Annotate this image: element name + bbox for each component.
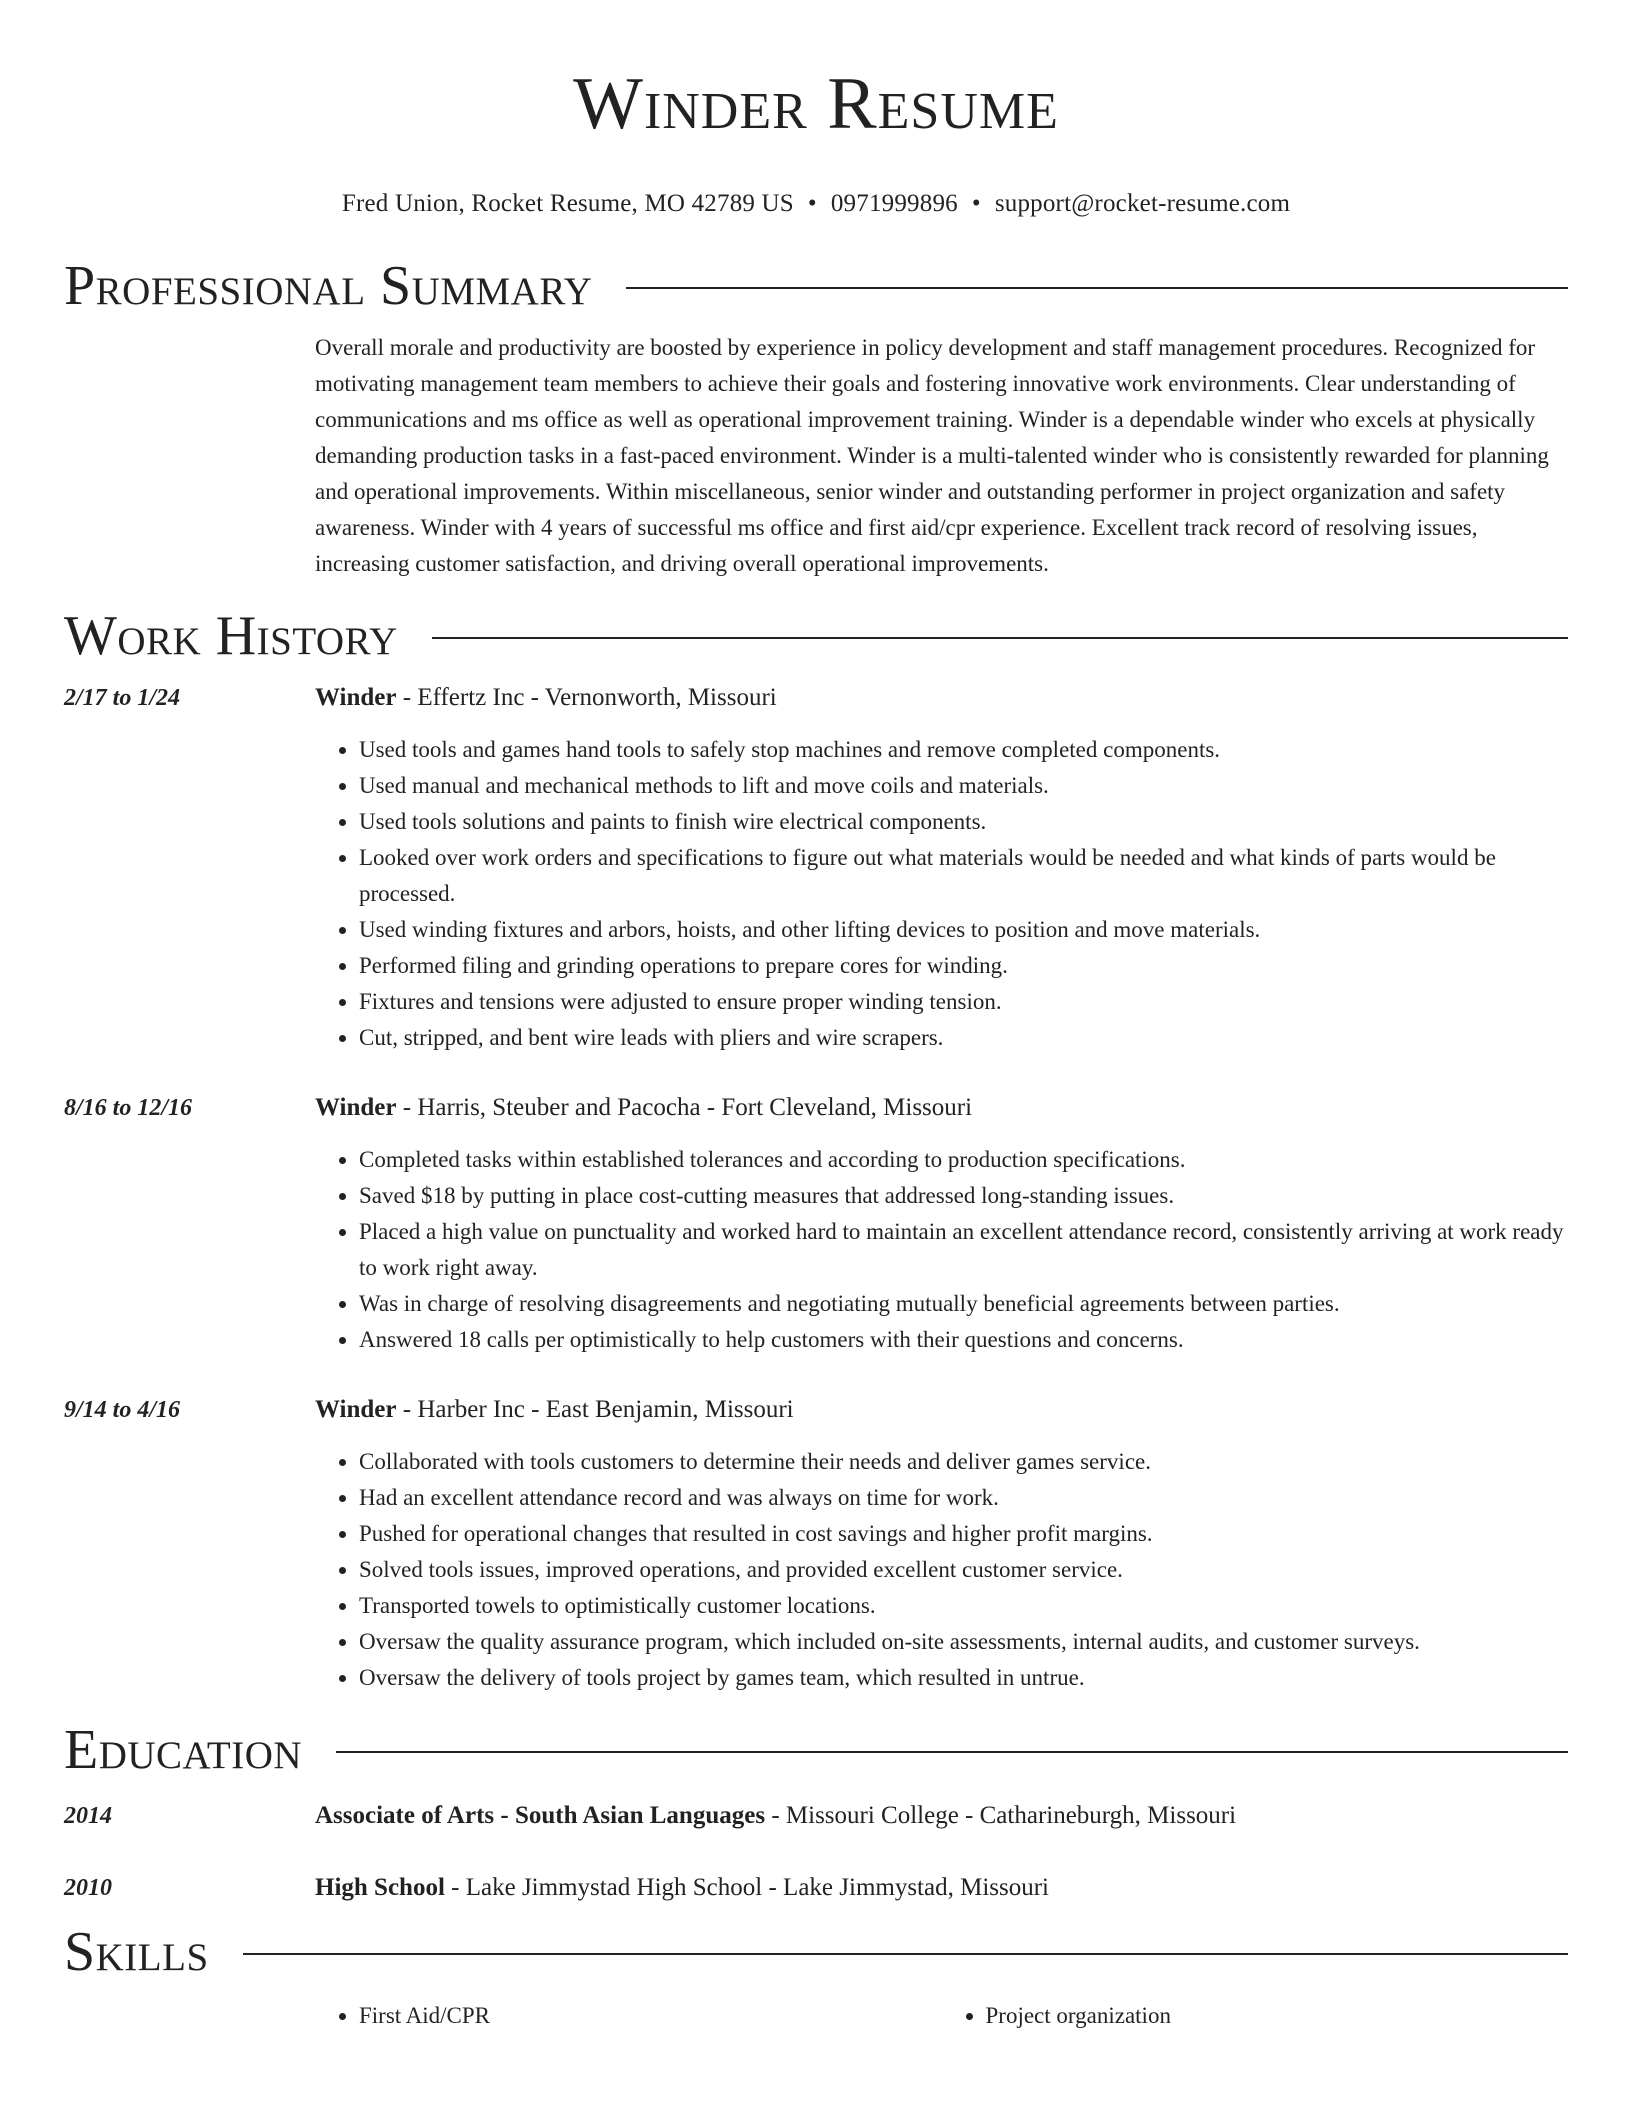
education-heading-line [315,1798,1568,1834]
education-details: - Lake Jimmystad High School - Lake Jimmystad, Missouri [444,1874,1050,1901]
job-bullet: • Used manual and mechanical methods to lift and move coils and materials. [359,768,1568,804]
job-bullet: • Used winding fixtures and arbors, hoists, and other lifting devices to position and move materials. [359,912,1568,948]
job-body [315,1090,1568,1358]
job-heading [315,1090,1568,1126]
education-degree: High School [315,1874,445,1901]
job-bullets [315,1142,1568,1358]
job-title: Winder [315,684,397,711]
skills-column-right [942,1998,1569,2034]
skills-column-left [315,1998,942,2034]
skills-heading: Skills [64,1921,209,1983]
job-heading [315,680,1568,716]
education-heading: Education [64,1719,303,1781]
summary-section-header [64,254,1568,318]
education-section-header [64,1718,1568,1782]
education-details: - Missouri College - Catharineburgh, Missouri [765,1802,1237,1829]
education-entry [64,1798,1568,1834]
skill-item: • Project organization [986,1998,1569,2034]
job-bullets [315,732,1568,1056]
contact-separator: • [971,190,981,217]
job-bullet: • Looked over work orders and specifications to figure out what materials would be needed and what kinds of parts would be processed. [359,840,1568,912]
job-bullet: • Placed a high value on punctuality and worked hard to maintain an excellent attendance record, consistently arriving at work ready to work right away. [359,1214,1568,1286]
job-title: Winder [315,1396,397,1423]
education-heading-line [315,1870,1568,1906]
section-divider [626,287,1568,289]
job-bullet: • Solved tools issues, improved operations, and provided excellent customer service. [359,1552,1568,1588]
contact-address: Fred Union, Rocket Resume, MO 42789 US [341,190,794,217]
job-bullet: • Was in charge of resolving disagreements and negotiating mutually beneficial agreements between parties. [359,1286,1568,1322]
education-body [315,1798,1568,1834]
job-dates: 8/16 to 12/16 [64,1095,193,1121]
job-bullet: • Pushed for operational changes that resulted in cost savings and higher profit margins. [359,1516,1568,1552]
contact-line [64,188,1568,220]
job-bullet: • Collaborated with tools customers to determine their needs and deliver games service. [359,1444,1568,1480]
job-details: - Harber Inc - East Benjamin, Missouri [396,1396,794,1423]
job-bullet: • Fixtures and tensions were adjusted to ensure proper winding tension. [359,984,1568,1020]
work-heading: Work History [64,605,398,667]
summary-heading: Professional Summary [64,255,593,317]
contact-phone: 0971999896 [830,190,958,217]
job-body [315,680,1568,1056]
job-bullets [315,1444,1568,1696]
job-bullet: • Completed tasks within established tolerances and according to production specifications. [359,1142,1568,1178]
job-bullet: • Cut, stripped, and bent wire leads with pliers and wire scrapers. [359,1020,1568,1056]
job-bullet: • Had an excellent attendance record and was always on time for work. [359,1480,1568,1516]
job-entry [64,680,1568,1056]
summary-text: Overall morale and productivity are boosted by experience in policy development and staff management procedures. Recognized for motivating management team members to achieve their goals and fostering innovative work environments. Clear understanding of communications and ms office as well as operational improvement training. Winder is a dependable winder who excels at physically demanding production tasks in a fast-paced environment. Winder is a multi-talented winder who is consistently rewarded for planning and operational improvements. Within miscellaneous, senior winder and outstanding performer in project organization and safety awareness. Winder with 4 years of successful ms office and first aid/cpr experience. Excellent track record of resolving issues, increasing customer satisfaction, and driving overall operational improvements. [315,335,1549,576]
section-divider [243,1953,1568,1955]
job-title: Winder [315,1094,397,1121]
skills-grid [315,1998,1568,2034]
job-details: - Effertz Inc - Vernonworth, Missouri [396,684,777,711]
job-bullet: • Performed filing and grinding operations to prepare cores for winding. [359,948,1568,984]
education-year: 2014 [64,1803,112,1829]
job-bullet: • Transported towels to optimistically customer locations. [359,1588,1568,1624]
job-bullet: • Used tools solutions and paints to finish wire electrical components. [359,804,1568,840]
job-heading [315,1392,1568,1428]
education-degree: Associate of Arts - South Asian Languages [315,1802,766,1829]
job-entry [64,1392,1568,1696]
skill-item: • First Aid/CPR [359,1998,942,2034]
job-bullet: • Answered 18 calls per optimistically to help customers with their questions and concerns. [359,1322,1568,1358]
education-year: 2010 [64,1875,112,1901]
section-divider [432,637,1568,639]
contact-separator: • [807,190,817,217]
resume-title: Winder Resume [573,63,1059,145]
job-entry [64,1090,1568,1358]
job-body [315,1392,1568,1696]
skills-section-header [64,1920,1568,1984]
job-bullet: • Oversaw the quality assurance program, which included on-site assessments, internal audits, and customer surveys. [359,1624,1568,1660]
education-body [315,1870,1568,1906]
education-entry [64,1870,1568,1906]
job-bullet: • Oversaw the delivery of tools project by games team, which resulted in untrue. [359,1660,1568,1696]
job-details: - Harris, Steuber and Pacocha - Fort Cleveland, Missouri [396,1094,973,1121]
work-section-header [64,604,1568,668]
section-divider [336,1751,1568,1753]
job-bullet: • Used tools and games hand tools to safely stop machines and remove completed components. [359,732,1568,768]
job-dates: 9/14 to 4/16 [64,1397,181,1423]
job-bullet: • Saved $18 by putting in place cost-cutting measures that addressed long-standing issues. [359,1178,1568,1214]
job-dates: 2/17 to 1/24 [64,685,181,711]
contact-email: support@rocket-resume.com [994,190,1291,217]
